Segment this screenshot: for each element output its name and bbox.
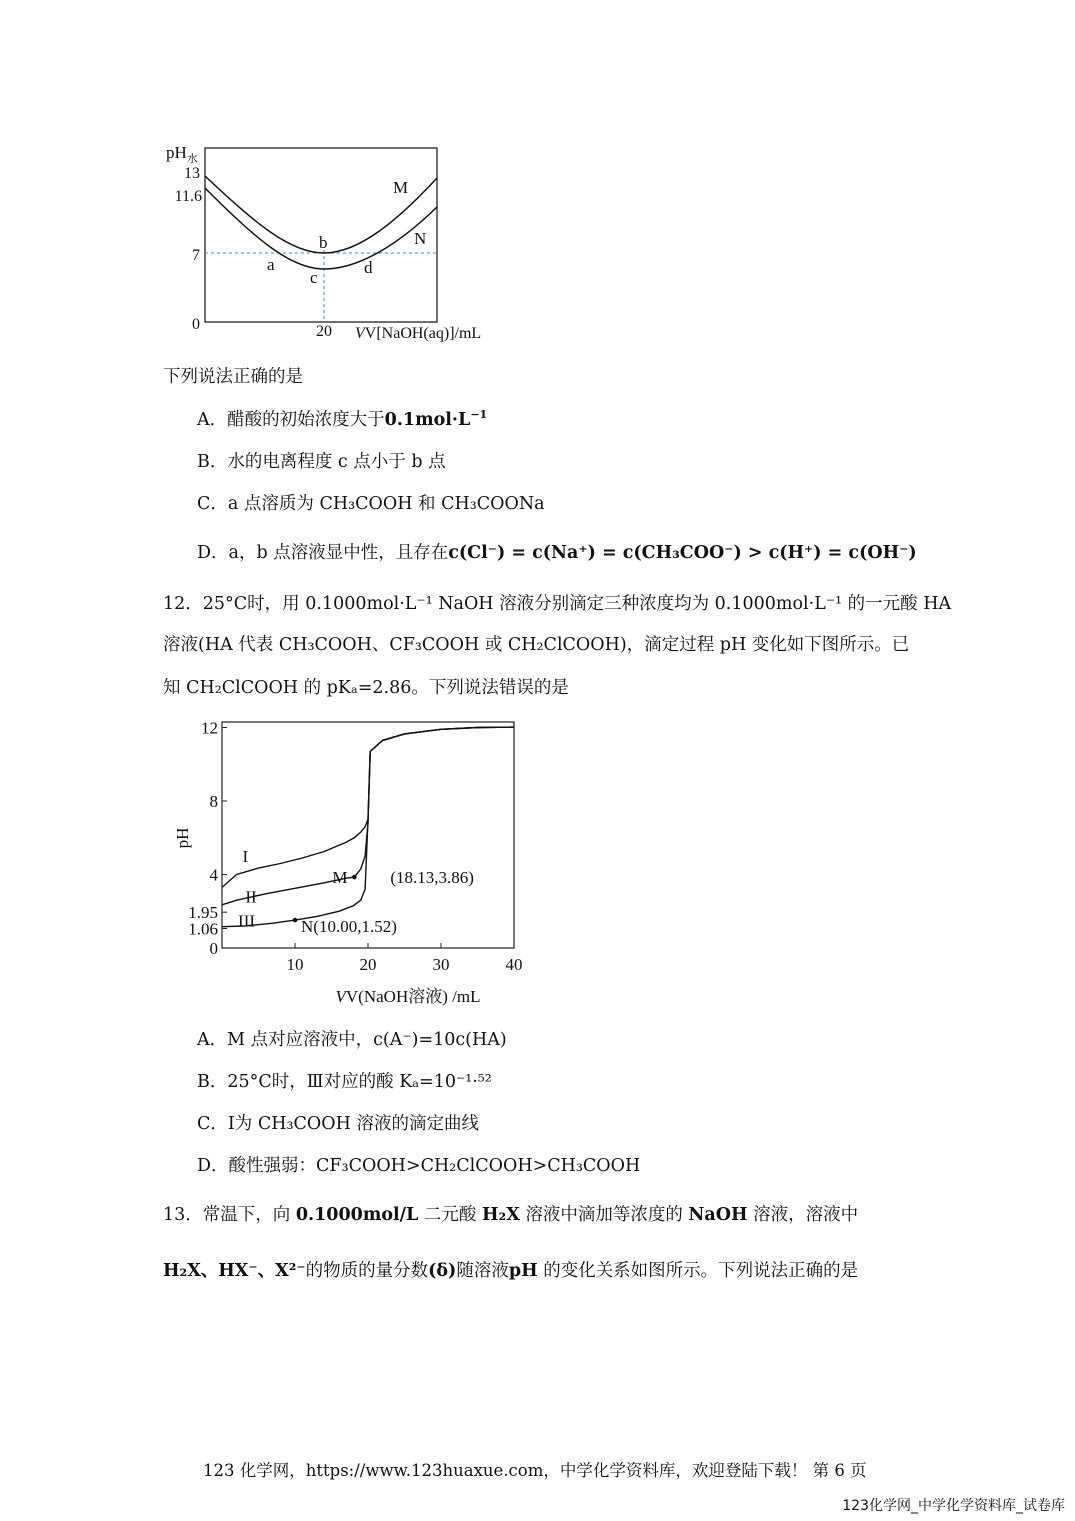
q13-ph: pH (508, 1261, 538, 1281)
annotation-label-n: N(10.00,1.52) (301, 917, 397, 937)
annotation-coords-m: (18.13,3.86) (390, 868, 474, 888)
q11-option-a-formula: 0.1mol·L (384, 410, 471, 430)
y-tick-7: 7 (192, 247, 200, 264)
q11-option-d (197, 541, 917, 565)
q12-option-a: A．M 点对应溶液中，c(A⁻)=10c(HA) (197, 1030, 507, 1050)
q13-text-5: 的物质的量分数 (305, 1261, 429, 1281)
y-tick-label: 0 (209, 939, 218, 958)
x-tick-label: 20 (359, 955, 377, 974)
q12-line-1: 12．25°C时，用 0.1000mol·L⁻¹ NaOH 溶液分别滴定三种浓度均为 0.1000mol·L⁻¹ 的一元酸 HA (163, 594, 952, 614)
curve-n (205, 188, 437, 269)
y-axis-label: $pH_水$ (166, 143, 198, 165)
point-label-b: b (319, 233, 328, 252)
series-label-i: I (242, 847, 249, 867)
q13-text-7: 的变化关系如图所示。下列说法正确的是 (537, 1261, 859, 1281)
x-axis-label: VV[NaOH(aq)]/mL (355, 325, 482, 342)
q12-option-d: D．酸性强弱：CF₃COOH>CH₂ClCOOH>CH₃COOH (197, 1156, 641, 1176)
q11-option-b: B．水的电离程度 c 点小于 b 点 (197, 452, 446, 472)
annotation-point (352, 875, 357, 880)
q11-option-a-exponent: −1 (470, 408, 488, 422)
q11-option-d-formula: c(Cl⁻) = c(Na⁺) = c(CH₃COO⁻) > c(H⁺) = c(OH⁻) (448, 543, 917, 563)
x-tick-label: 10 (286, 955, 304, 974)
y-tick-label: 8 (209, 792, 218, 812)
q13-text-4: 溶液，溶液中 (747, 1205, 859, 1225)
q11-option-c: C．a 点溶质为 CH₃COOH 和 CH₃COONa (197, 494, 545, 514)
x-tick-20: 20 (316, 323, 332, 340)
q13-concentration: 0.1000mol/L (295, 1205, 419, 1225)
y-tick-label: 1.06 (188, 919, 218, 939)
chart-y-axis-label: pH (173, 827, 192, 849)
watermark: 123化学网_中学化学资料库_试卷库 (842, 1498, 1065, 1514)
q11-option-d-text: D．a，b 点溶液显中性，且存在 (197, 543, 449, 563)
y-tick-0: 0 (192, 316, 200, 333)
annotation-label-m: M (332, 868, 348, 888)
chart-x-axis-label: VV(NaOH溶液) /mL (335, 987, 481, 1006)
point-label-d: d (364, 258, 373, 277)
figure-water-ph-curve (160, 138, 505, 348)
y-tick-11-6: 11.6 (174, 188, 202, 205)
titration-chart (160, 712, 540, 1012)
y-tick-13: 13 (184, 165, 200, 182)
q13-text-3: 溶液中滴加等浓度的 (519, 1205, 689, 1225)
y-tick-label: 1.95 (188, 903, 218, 923)
x-tick-label: 40 (505, 955, 523, 974)
q13-line-2 (163, 1259, 858, 1283)
q11-option-a-text: A．醋酸的初始浓度大于 (197, 410, 385, 430)
q13-text-6: 随溶液 (456, 1261, 509, 1281)
q12-option-c: C．Ⅰ为 CH₃COOH 溶液的滴定曲线 (197, 1114, 479, 1134)
y-tick-label: 4 (209, 865, 218, 885)
q12-option-b: B．25°C时，Ⅲ对应的酸 Kₐ=10⁻¹·⁵² (197, 1072, 492, 1092)
q13-text-2: 二元酸 (418, 1205, 482, 1225)
q13-acid: H₂X (482, 1205, 520, 1225)
q13-text: 13．常温下，向 (163, 1205, 296, 1225)
q13-delta: (δ) (428, 1261, 457, 1281)
curve-label-n: N (414, 229, 427, 248)
q11-prompt: 下列说法正确的是 (163, 367, 303, 387)
x-tick-label: 30 (432, 955, 450, 974)
series-label-iii: III (238, 911, 256, 931)
q13-species: H₂X、HX⁻、X²⁻ (163, 1261, 306, 1281)
curve-label-m: M (393, 178, 409, 197)
q13-base: NaOH (688, 1205, 748, 1225)
y-tick-label: 12 (201, 718, 218, 738)
series-line-iii (222, 727, 514, 927)
q13-line-1 (163, 1203, 858, 1227)
point-label-a: a (267, 255, 275, 274)
series-label-ii: II (245, 887, 257, 907)
annotation-point (293, 918, 298, 923)
q12-line-2: 溶液(HA 代表 CH₃COOH、CF₃COOH 或 CH₂ClCOOH)，滴定过程 pH 变化如下图所示。已 (163, 635, 910, 655)
q11-option-a (197, 408, 487, 432)
q12-line-3: 知 CH₂ClCOOH 的 pKₐ=2.86。下列说法错误的是 (163, 678, 569, 698)
page-footer: 123 化学网，https://www.123huaxue.com，中学化学资料库，欢迎登陆下载！ 第 6 页 (203, 1461, 867, 1480)
point-label-c: c (310, 268, 318, 287)
